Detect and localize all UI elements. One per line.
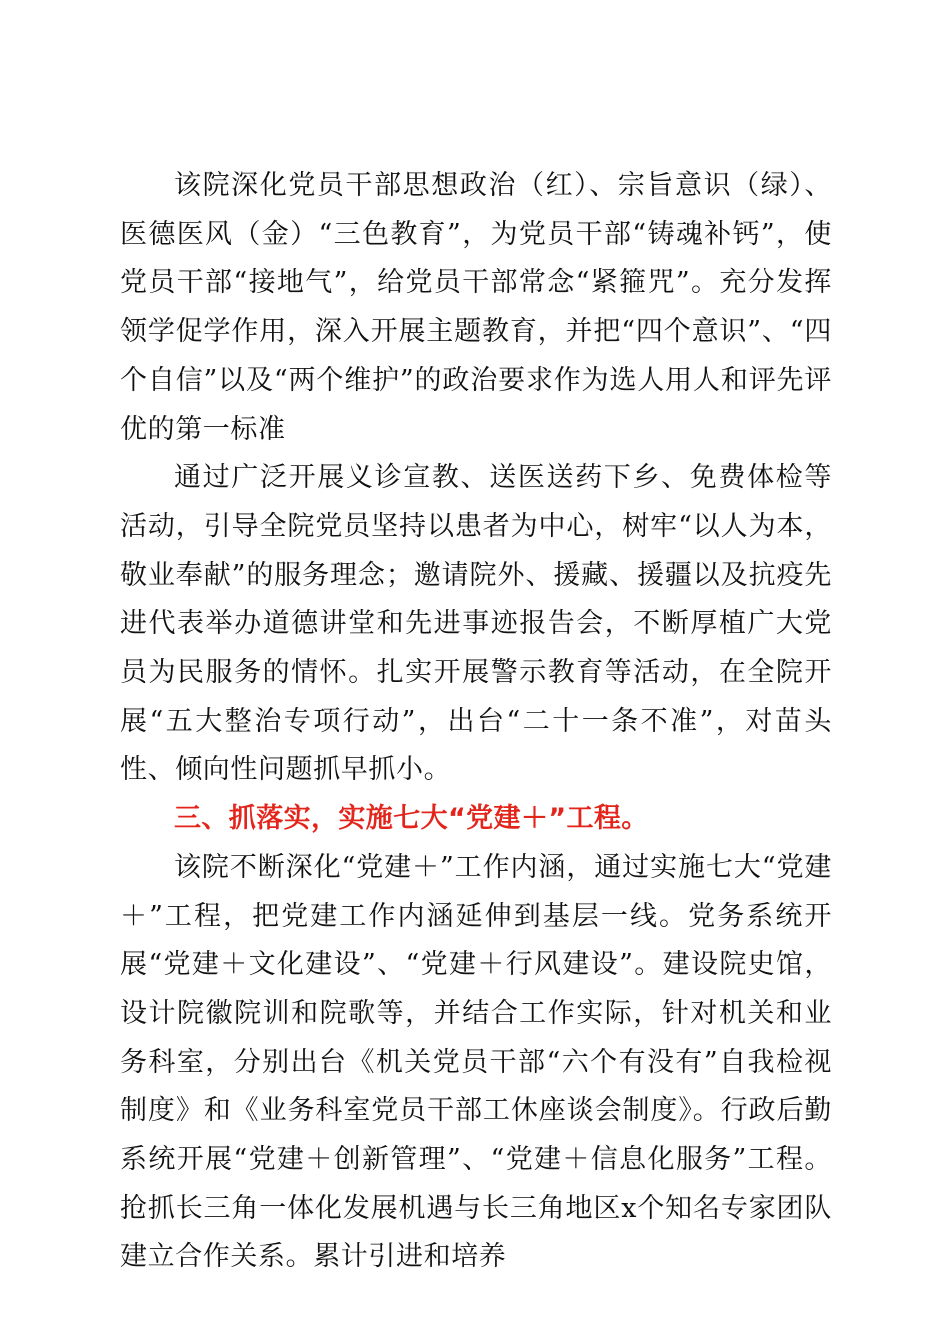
document-body: [120, 162, 832, 1282]
paragraph-party-building-projects: 该院不断深化“党建＋”工作内涵，通过实施七大“党建＋”工程，把党建工作内涵延伸到基层一线。党务系统开展“党建＋文化建设”、“党建＋行风建设”。建设院史馆，设计院徽院训和院歌等，并结合工作实际，针对机关和业务科室，分别出台《机关党员干部“六个有没有”自我检视制度》和《业务科室党员干部工休座谈会制度》。行政后勤系统开展“党建＋创新管理”、“党建＋信息化服务”工程。抢抓长三角一体化发展机遇与长三角地区x个知名专家团队建立合作关系。累计引进和培养: [120, 851, 832, 1273]
paragraph-political-education: 该院深化党员干部思想政治（红）、宗旨意识（绿）、医德医风（金）“三色教育”，为党员干部“铸魂补钙”，使党员干部“接地气”，给党员干部常念“紧箍咒”。充分发挥领学促学作用，深入开展主题教育，并把“四个意识”、“四个自信”以及“两个维护”的政治要求作为选人用人和评先评优的第一标准: [120, 170, 832, 445]
section-heading: 三、抓落实，实施七大“党建＋”工程。: [174, 803, 649, 835]
paragraph-service-activities: 通过广泛开展义诊宣教、送医送药下乡、免费体检等活动，引导全院党员坚持以患者为中心，树牢“以人为本，敬业奉献”的服务理念；邀请院外、援藏、援疆以及抗疫先进代表举办道德讲堂和先进事迹报告会，不断厚植广大党员为民服务的情怀。扎实开展警示教育等活动，在全院开展“五大整治专项行动”，出台“二十一条不准”，对苗头性、倾向性问题抓早抓小。: [120, 462, 832, 786]
